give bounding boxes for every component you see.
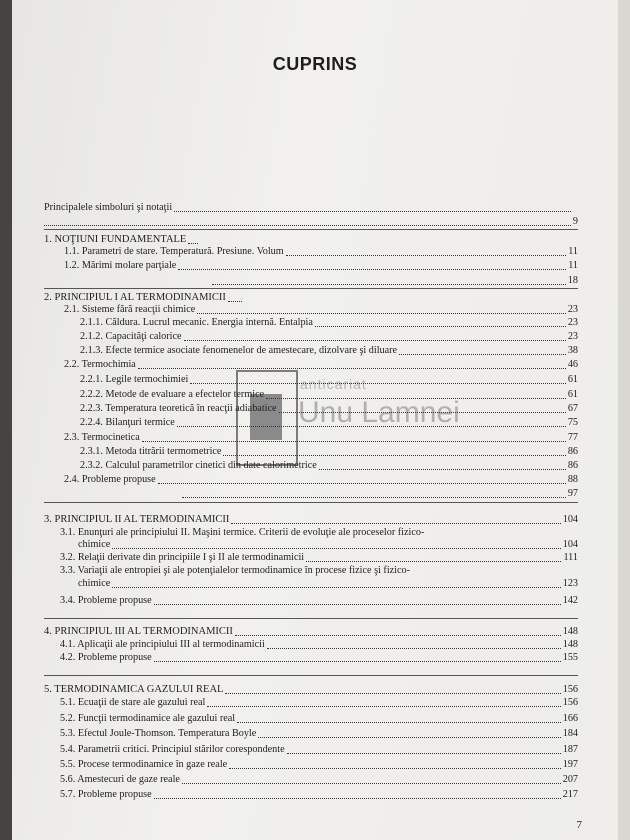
toc-entry: 3.1. Enunţuri ale principiului II. Maşini termice. Criterii de evoluţie ale proceselor fizico- <box>60 527 425 538</box>
toc-entry: 5.7. Probleme propuse 217 <box>60 789 578 800</box>
toc-entry: 5.5. Procese termodinamice în gaze reale 197 <box>60 759 578 770</box>
toc-entry: 3.3. Variaţii ale entropiei şi ale potenţialelor termodinamice în procese fizice şi fizico- <box>60 565 411 576</box>
section-divider <box>44 675 578 676</box>
toc-entry: 2.2.3. Temperatura teoretică în reacţii adiabatice 67 <box>80 403 578 414</box>
section-divider <box>44 229 578 230</box>
toc-chapter: 3. PRINCIPIUL II AL TERMODINAMICII 104 <box>44 514 578 525</box>
toc-entry: 2.1.3. Efecte termice asociate fenomenelor de amestecare, dizolvare şi diluare 38 <box>80 345 578 356</box>
toc-entry: 5.6. Amestecuri de gaze reale 207 <box>60 774 578 785</box>
toc-entry: chimice 123 <box>78 578 578 589</box>
toc-entry: 2.3. Termocinetica 77 <box>64 432 578 443</box>
page-title: CUPRINS <box>272 54 358 74</box>
toc-entry: 9 <box>44 216 578 228</box>
toc-chapter: 4. PRINCIPIUL III AL TERMODINAMICII 148 <box>44 626 578 637</box>
toc-entry: 2.1.1. Căldura. Lucrul mecanic. Energia internă. Entalpia 23 <box>80 317 578 328</box>
toc-entry: 3.4. Probleme propuse 142 <box>60 595 578 606</box>
toc-entry: 2.4. Probleme propuse 88 <box>64 474 578 485</box>
toc-entry: 2.1.2. Capacităţi calorice 23 <box>80 331 578 342</box>
toc-entry: 5.4. Parametrii critici. Principiul stărilor corespondente 187 <box>60 744 578 755</box>
toc-entry: 2.2. Termochimia 46 <box>64 359 578 370</box>
toc-chapter: 2. PRINCIPIUL I AL TERMODINAMICII <box>44 292 244 304</box>
watermark-text-large: Unu Lamnei <box>298 396 460 429</box>
toc-entry: 1.1. Parametri de stare. Temperatură. Presiune. Volum 11 <box>64 246 578 257</box>
toc-entry: chimice 104 <box>78 539 578 550</box>
toc-entry: 18 <box>210 275 578 287</box>
toc-entry: 2.3.1. Metoda titrării termometrice 86 <box>80 446 578 457</box>
toc-entry: 5.1. Ecuaţii de stare ale gazului real 156 <box>60 697 578 708</box>
toc-entry: 5.2. Funcţii termodinamice ale gazului real 166 <box>60 713 578 724</box>
toc-chapter: 5. TERMODINAMICA GAZULUI REAL 156 <box>44 684 578 695</box>
section-divider <box>44 618 578 619</box>
toc-entry: 2.1. Sisteme fără reacţii chimice 23 <box>64 304 578 315</box>
section-divider <box>44 502 578 503</box>
toc-entry: 2.3.2. Calculul parametrilor cinetici din date calorimetrice 86 <box>80 460 578 471</box>
toc-entry: 1.2. Mărimi molare parţiale 11 <box>64 260 578 271</box>
watermark-text: anticariat <box>300 376 367 392</box>
toc-entry: 4.1. Aplicaţii ale principiului III al termodinamicii 148 <box>60 639 578 650</box>
toc-entry: 97 <box>180 488 578 500</box>
toc-entry: 2.2.2. Metode de evaluare a efectelor termice 61 <box>80 389 578 400</box>
toc-entry: 5.3. Efectul Joule-Thomson. Temperatura Boyle 184 <box>60 728 578 739</box>
toc-chapter: 1. NOŢIUNI FUNDAMENTALE <box>44 234 200 246</box>
page-number: 7 <box>576 819 582 831</box>
toc-entry: 3.2. Relaţii derivate din principiile I şi II ale termodinamicii 111 <box>60 552 578 563</box>
toc-entry: 2.2.4. Bilanţuri termice 75 <box>80 417 578 428</box>
toc-entry: 2.2.1. Legile termochimiei 61 <box>80 374 578 385</box>
section-divider <box>44 288 578 289</box>
toc-entry: 4.2. Probleme propuse 155 <box>60 652 578 663</box>
toc-entry: Principalele simboluri şi notaţii <box>44 202 578 214</box>
